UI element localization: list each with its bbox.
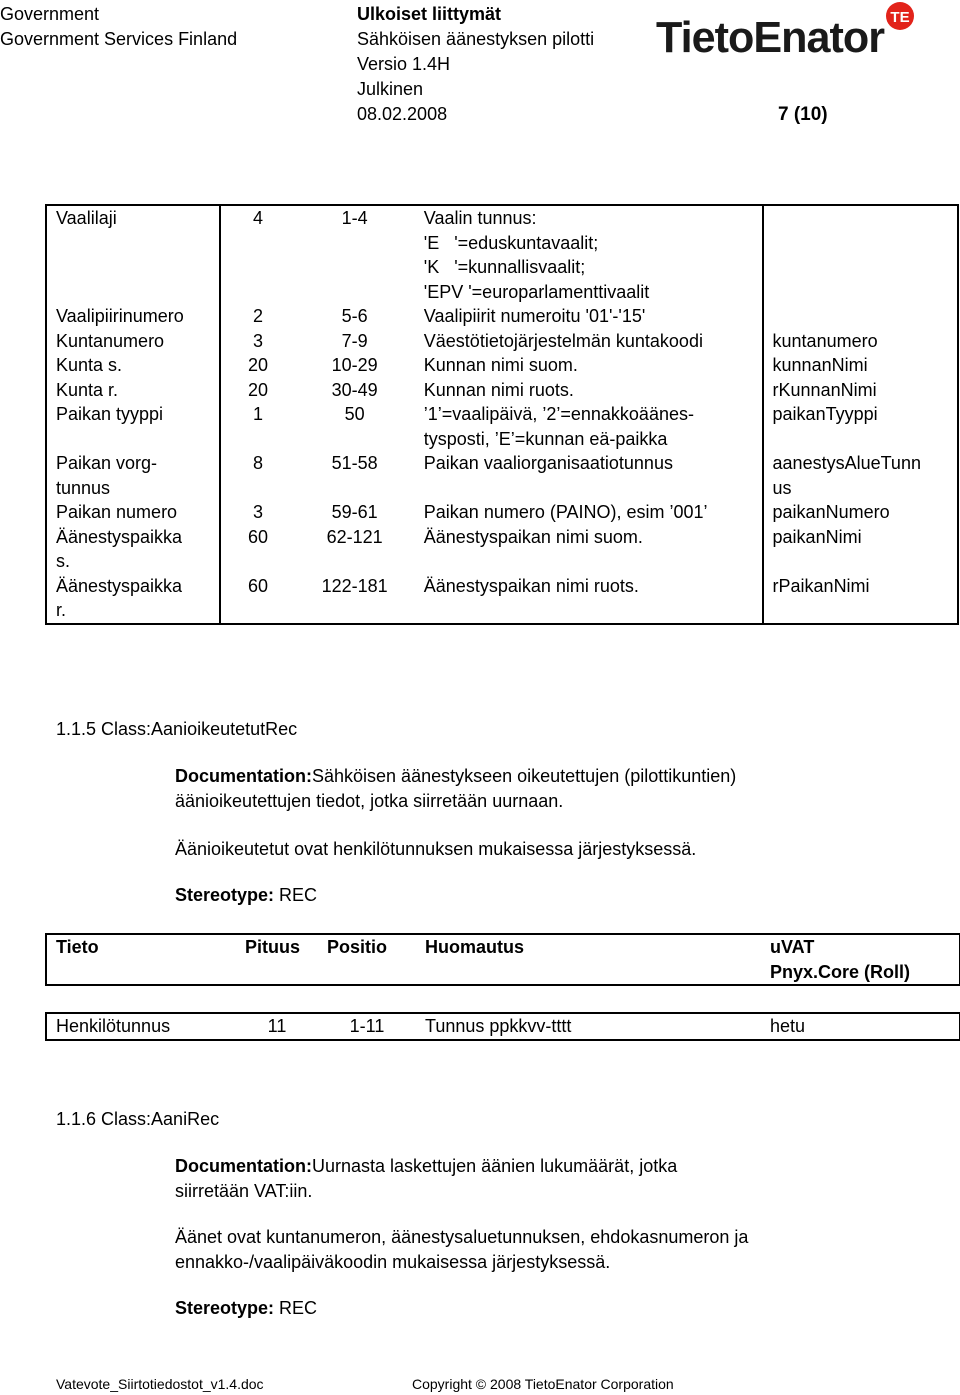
documentation-label: Documentation: bbox=[175, 1156, 312, 1176]
cell-field bbox=[763, 304, 958, 329]
stereotype-label: Stereotype: bbox=[175, 1298, 275, 1318]
cell-field bbox=[763, 500, 958, 525]
cell-name bbox=[46, 205, 220, 304]
cell-name: Henkilötunnus bbox=[56, 1016, 171, 1036]
cell-field-line: rPaikanNimi bbox=[772, 575, 870, 596]
section-heading: 1.1.6 Class:AaniRec bbox=[56, 1109, 220, 1129]
cell-position: 10-29 bbox=[331, 355, 378, 375]
stereotype-value: REC bbox=[274, 1298, 318, 1318]
cell-name bbox=[46, 402, 220, 451]
cell-field bbox=[763, 402, 958, 451]
cell-field-line: kuntanumero bbox=[772, 330, 878, 351]
cell-field-line bbox=[773, 304, 957, 329]
header-document-info bbox=[357, 2, 594, 127]
column-header-line: Pnyx.Core (Roll) bbox=[770, 961, 911, 982]
cell-note-line: Kunnan nimi ruots. bbox=[423, 379, 574, 400]
column-header: Huomautus bbox=[425, 937, 524, 957]
cell-name-line: Vaalilaji bbox=[56, 208, 117, 228]
cell-length: 60 bbox=[247, 526, 268, 547]
cell-note-line: Vaalin tunnus: bbox=[423, 208, 537, 228]
table-row bbox=[46, 402, 958, 451]
cell-name bbox=[46, 329, 220, 354]
column-header-line: uVAT bbox=[770, 937, 815, 957]
table-row bbox=[46, 205, 958, 304]
column-header: Pituus bbox=[245, 937, 301, 957]
cell-name-line: Paikan tyyppi bbox=[56, 404, 164, 424]
documentation-text bbox=[175, 764, 736, 788]
cell-note bbox=[415, 205, 763, 304]
cell-field-line bbox=[773, 206, 957, 231]
cell-field bbox=[763, 378, 958, 403]
section-heading: 1.1.5 Class:AanioikeutetutRec bbox=[56, 719, 298, 739]
cell-note bbox=[415, 574, 763, 624]
tietoenator-logo bbox=[656, 2, 918, 60]
order-note: Äänioikeutetut ovat henkilötunnuksen mukaisessa järjestyksessä. bbox=[175, 839, 697, 859]
cell-note-line: Paikan numero (PAINO), esim ’001’ bbox=[423, 502, 708, 522]
column-header: Positio bbox=[327, 937, 388, 957]
record-fields-table bbox=[45, 204, 959, 625]
cell-note bbox=[415, 378, 763, 403]
table-row bbox=[46, 500, 958, 525]
cell-length: 3 bbox=[252, 502, 263, 522]
cell-name bbox=[46, 525, 220, 574]
cell-length: 2 bbox=[252, 306, 263, 326]
documentation-line: Uurnasta laskettujen äänien lukumäärät, jotka bbox=[312, 1156, 678, 1176]
cell-name bbox=[46, 304, 220, 329]
cell-name-line: Paikan vorg- bbox=[56, 453, 158, 473]
cell-field bbox=[763, 574, 958, 624]
cell-name-line: Kuntanumero bbox=[56, 330, 165, 351]
table-row bbox=[46, 353, 958, 378]
table-row bbox=[46, 378, 958, 403]
cell-note-line: tysposti, ’E’=kunnan eä-paikka bbox=[423, 428, 668, 449]
cell-field: hetu bbox=[770, 1016, 806, 1036]
header-doc-date: 08.02.2008 bbox=[357, 104, 448, 124]
cell-position: 1-11 bbox=[349, 1016, 385, 1036]
cell-name-line: Äänestyspaikka bbox=[56, 575, 183, 596]
cell-length: 3 bbox=[252, 330, 263, 351]
cell-note bbox=[415, 304, 763, 329]
cell-field bbox=[763, 525, 958, 574]
field-header-table bbox=[45, 933, 960, 986]
cell-length: 11 bbox=[267, 1016, 287, 1036]
cell-field-line: us bbox=[772, 477, 792, 498]
cell-length: 20 bbox=[247, 379, 268, 400]
logo-badge-text: TE bbox=[890, 9, 910, 26]
cell-length: 8 bbox=[252, 453, 263, 473]
stereotype bbox=[175, 883, 317, 907]
cell-note-line: Äänestyspaikan nimi ruots. bbox=[423, 575, 639, 596]
cell-field bbox=[763, 451, 958, 500]
cell-note bbox=[415, 525, 763, 574]
stereotype bbox=[175, 1296, 317, 1320]
cell-position: 51-58 bbox=[331, 453, 378, 473]
cell-name bbox=[46, 500, 220, 525]
documentation-text bbox=[175, 1154, 677, 1178]
cell-note-line: Kunnan nimi suom. bbox=[423, 355, 578, 375]
stereotype-value: REC bbox=[274, 885, 318, 905]
cell-name-line: Vaalipiirinumero bbox=[56, 306, 184, 326]
table-row bbox=[46, 451, 958, 500]
cell-name-line: tunnus bbox=[56, 477, 111, 498]
cell-note-line: Äänestyspaikan nimi suom. bbox=[423, 526, 643, 547]
cell-note-line: 'EPV '=europarlamenttivaalit bbox=[423, 281, 650, 302]
table-row bbox=[46, 329, 958, 354]
cell-name bbox=[46, 574, 220, 624]
header-doc-subtitle: Sähköisen äänestyksen pilotti bbox=[357, 29, 595, 49]
cell-name-line: r. bbox=[56, 600, 67, 620]
cell-length: 60 bbox=[247, 575, 268, 596]
voter-fields-table bbox=[45, 1012, 960, 1041]
documentation-line: Sähköisen äänestykseen oikeutettujen (pilottikuntien) bbox=[312, 766, 737, 786]
cell-note-line: 'E '=eduskuntavaalit; bbox=[423, 232, 599, 253]
cell-note-line: Paikan vaaliorganisaatiotunnus bbox=[423, 453, 673, 473]
cell-note: Tunnus ppkkvv-tttt bbox=[425, 1016, 572, 1036]
page-number: 7 (10) bbox=[778, 104, 828, 125]
cell-name bbox=[46, 451, 220, 500]
cell-note-line: Väestötietojärjestelmän kuntakoodi bbox=[423, 330, 703, 351]
column-header: Tieto bbox=[56, 937, 99, 957]
cell-position: 50 bbox=[344, 404, 365, 424]
cell-field bbox=[763, 329, 958, 354]
cell-position: 122-181 bbox=[321, 575, 388, 596]
documentation-label: Documentation: bbox=[175, 766, 312, 786]
stereotype-label: Stereotype: bbox=[175, 885, 275, 905]
column-header bbox=[761, 934, 960, 985]
cell-name-line: Paikan numero bbox=[56, 502, 178, 522]
cell-name-line: Kunta r. bbox=[56, 379, 119, 400]
order-note: Äänet ovat kuntanumeron, äänestysaluetunnuksen, ehdokasnumeron ja bbox=[175, 1227, 749, 1247]
cell-name bbox=[46, 353, 220, 378]
cell-position: 30-49 bbox=[331, 379, 378, 400]
order-note: ennakko-/vaalipäiväkoodin mukaisessa järjestyksessä. bbox=[175, 1252, 611, 1272]
cell-length: 1 bbox=[252, 404, 263, 424]
cell-position: 59-61 bbox=[331, 502, 378, 522]
documentation-line: siirretään VAT:iin. bbox=[175, 1181, 313, 1201]
table-row bbox=[46, 525, 958, 574]
cell-note bbox=[415, 329, 763, 354]
header-doc-version: Versio 1.4H bbox=[357, 54, 451, 74]
cell-position: 7-9 bbox=[341, 330, 368, 351]
cell-position: 62-121 bbox=[326, 526, 383, 547]
cell-field-line: rKunnanNimi bbox=[772, 379, 877, 400]
header-organization bbox=[0, 2, 237, 52]
header-org-line: Government Services Finland bbox=[0, 29, 238, 49]
cell-note-line: Vaalipiirit numeroitu '01'-'15' bbox=[423, 306, 646, 326]
cell-field-line: kunnanNimi bbox=[772, 355, 868, 375]
cell-name bbox=[46, 378, 220, 403]
table-header-row bbox=[46, 934, 960, 985]
cell-position: 1-4 bbox=[341, 208, 368, 228]
table-row bbox=[46, 304, 958, 329]
cell-field-line: paikanTyyppi bbox=[772, 404, 878, 424]
table-row bbox=[46, 574, 958, 624]
header-org-line: Government bbox=[0, 4, 100, 24]
cell-name-line: Äänestyspaikka bbox=[56, 526, 183, 547]
cell-field bbox=[763, 353, 958, 378]
cell-field-line: paikanNumero bbox=[772, 502, 890, 522]
cell-length: 4 bbox=[252, 208, 263, 228]
cell-note bbox=[415, 402, 763, 451]
footer-copyright: Copyright © 2008 TietoEnator Corporation bbox=[412, 1376, 674, 1392]
cell-name-line: Kunta s. bbox=[56, 355, 123, 375]
cell-length: 20 bbox=[247, 355, 268, 375]
cell-note-line: 'K '=kunnallisvaalit; bbox=[423, 257, 586, 277]
header-doc-title: Ulkoiset liittymät bbox=[357, 4, 502, 24]
logo-wordmark: TietoEnator bbox=[656, 13, 885, 60]
cell-note bbox=[415, 500, 763, 525]
cell-field bbox=[763, 205, 958, 304]
cell-name-line: s. bbox=[56, 551, 71, 571]
cell-position: 5-6 bbox=[341, 306, 368, 326]
cell-field-line: aanestysAlueTunn bbox=[772, 453, 921, 473]
documentation-line: äänioikeutettujen tiedot, jotka siirretään uurnaan. bbox=[175, 791, 564, 811]
cell-field-line: paikanNimi bbox=[772, 526, 862, 547]
footer-filename: Vatevote_Siirtotiedostot_v1.4.doc bbox=[56, 1376, 264, 1392]
header-doc-classification: Julkinen bbox=[357, 79, 424, 99]
cell-note-line: ’1’=vaalipäivä, ’2’=ennakkoäänes- bbox=[423, 404, 694, 424]
cell-note bbox=[415, 353, 763, 378]
table-row bbox=[46, 1013, 960, 1040]
cell-note bbox=[415, 451, 763, 500]
